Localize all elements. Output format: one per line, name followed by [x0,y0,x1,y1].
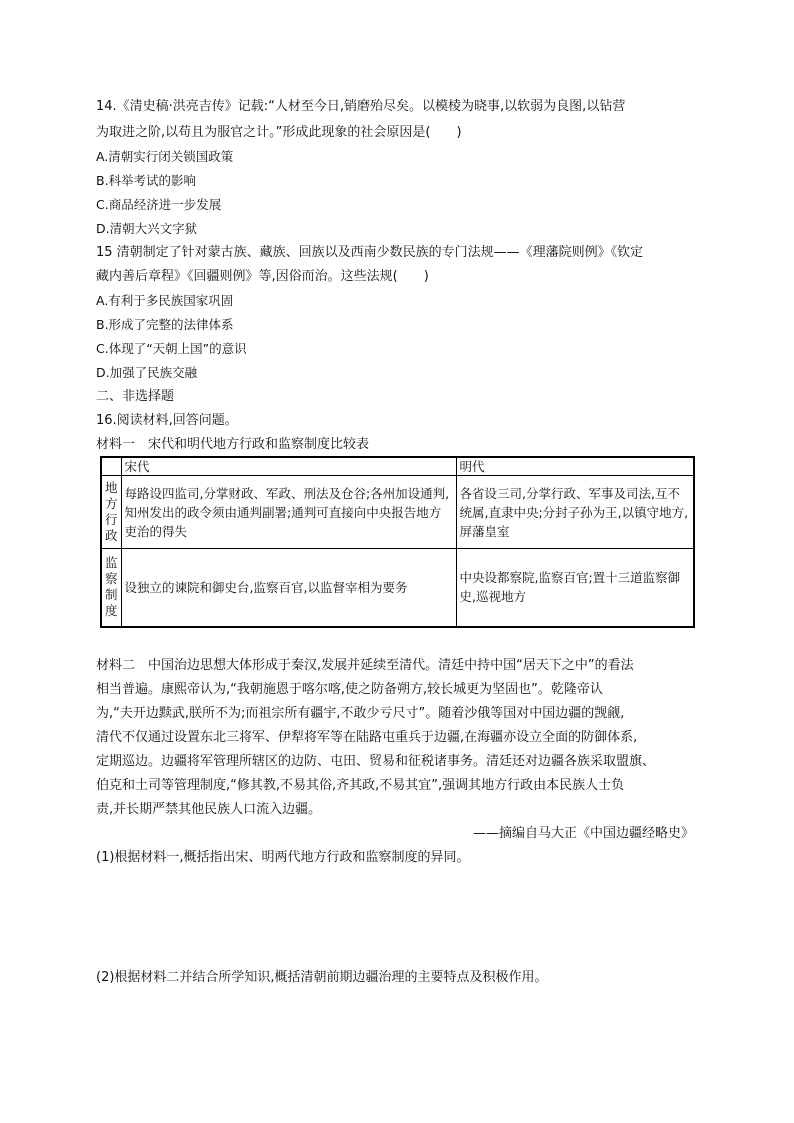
material2-line: 定期巡边。边疆将军管理所辖区的边防、屯田、贸易和征税诸事务。清廷还对边疆各族采取盟旗、 [96,754,656,769]
q15-option-c: C.体现了“天朝上国”的意识 [96,341,247,356]
material1-title: 材料一 宋代和明代地方行政和监察制度比较表 [96,437,370,452]
table-row [101,476,694,549]
cell-ming-admin: 各省设三司,分掌行政、军事及司法,互不统属,直隶中央;分封子孙为王,以镇守地方,屏藩皇室 [456,476,694,549]
comparison-table [100,456,695,628]
table-header-row [101,457,694,476]
section-title: 二、非选择题 [96,389,175,404]
q15-option-a: A.有利于多民族国家巩固 [96,293,234,308]
table-corner-cell [101,457,121,476]
q14-option-b: B.科举考试的影响 [96,173,197,188]
cell-song-admin: 每路设四监司,分掌财政、军政、刑法及仓谷;各州加设通判,知州发出的政令须由通判副署;通判可直接向中央报告地方吏治的得失 [121,476,456,549]
material2-line: 责,并长期严禁其他民族人口流入边疆。 [96,802,322,817]
q14-stem-line2: 为取进之阶,以苟且为服官之计。”形成此现象的社会原因是( ) [96,125,462,140]
material2-line: 清代不仅通过设置东北三将军、伊犁将军等在陆路屯重兵于边疆,在海疆亦设立全面的防御体系, [96,730,638,745]
q15-stem-line2: 藏内善后章程》《回疆则例》等,因俗而治。这些法规( ) [96,269,429,284]
material2-source: ——摘编自马大正《中国边疆经略史》 [472,826,694,841]
q14-option-c: C.商品经济进一步发展 [96,197,222,212]
q15-stem-line1: 15 清朝制定了针对蒙古族、藏族、回族以及西南少数民族的专门法规——《理藩院则例》《钦定 [96,245,644,260]
row-header-supervision: 监察制度 [101,548,121,627]
q14-option-d: D.清朝大兴文字狱 [96,221,198,236]
col-header-ming: 明代 [456,457,694,476]
material2-line: 伯克和土司等管理制度,“修其教,不易其俗,齐其政,不易其宜”,强调其地方行政由本民族人士负 [96,778,625,793]
q14-option-a: A.清朝实行闭关锁国政策 [96,149,234,164]
q15-option-b: B.形成了完整的法律体系 [96,317,234,332]
material2-line: 材料二 中国治边思想大体形成于秦汉,发展并延续至清代。清廷中持中国“居天下之中”的看法 [96,658,634,673]
col-header-song: 宋代 [121,457,456,476]
material2-line: 为,“夫开边黩武,朕所不为;而祖宗所有疆宇,不敢少亏尺寸”。随着沙俄等国对中国边疆的觊觎, [96,706,625,721]
q16-intro: 16.阅读材料,回答问题。 [96,413,238,428]
cell-song-supervision: 设独立的谏院和御史台,监察百官,以监督宰相为要务 [121,548,456,627]
table-row [101,548,694,627]
cell-ming-supervision: 中央设都察院,监察百官;置十三道监察御史,巡视地方 [456,548,694,627]
sub-question-2: (2)根据材料二并结合所学知识,概括清朝前期边疆治理的主要特点及积极作用。 [96,970,548,985]
q14-stem-line1: 14.《清史稿·洪亮吉传》记载:“人材至今日,销磨殆尽矣。以模棱为晓事,以软弱为良图,以钻营 [96,99,626,114]
sub-question-1: (1)根据材料一,概括指出宋、明两代地方行政和监察制度的异同。 [96,850,470,865]
q15-option-d: D.加强了民族交融 [96,365,198,380]
material2-line: 相当普遍。康熙帝认为,“我朝施恩于喀尔喀,使之防备朔方,较长城更为坚固也”。乾隆帝认 [96,682,603,697]
row-header-admin: 地方行政 [101,476,121,549]
